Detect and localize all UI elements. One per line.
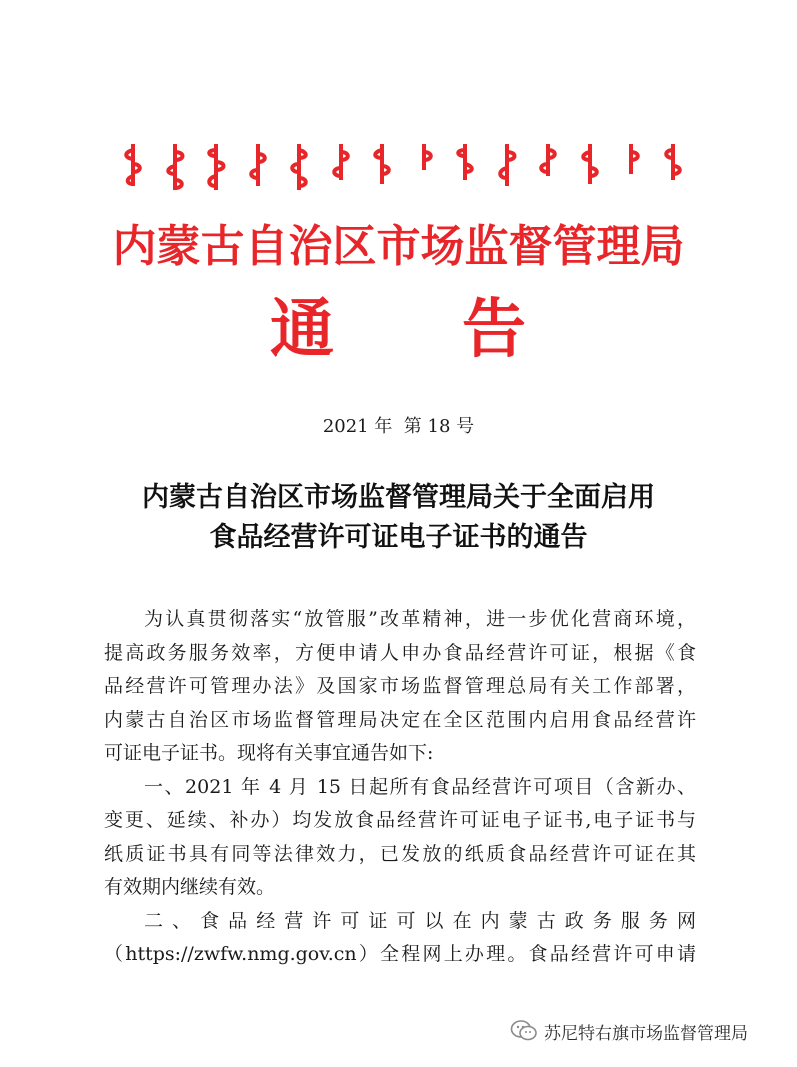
mongolian-word-2	[160, 142, 190, 192]
document-number: 2021 年 第 18 号	[322, 416, 475, 437]
body-line: 二、食品经营许可证可以在内蒙古政务服务网	[144, 909, 696, 932]
title-line-2: 食品经营许可证电子证书的通告	[209, 522, 588, 553]
mongolian-script-header	[118, 142, 688, 192]
mongolian-word-13	[616, 142, 646, 176]
mongolian-word-6	[326, 142, 356, 182]
mongolian-word-12	[575, 142, 605, 186]
wechat-icon	[510, 1019, 538, 1043]
notice-heading-char-2: 告	[462, 293, 526, 367]
body-line: 为认真贯彻落实“放管服”改革精神，进一步优化营商环境，	[144, 608, 696, 630]
mongolian-word-5	[284, 142, 314, 192]
notice-heading-char-1: 通	[270, 293, 334, 367]
watermark-text: 苏尼特右旗市场监督管理局	[544, 1023, 748, 1044]
mongolian-word-11	[533, 142, 563, 178]
mongolian-word-10	[492, 142, 522, 188]
title-line-1: 内蒙古自治区市场监督管理局关于全面启用	[142, 482, 655, 513]
mongolian-word-9	[450, 142, 480, 182]
mongolian-word-7	[367, 142, 397, 186]
mongolian-word-8	[409, 142, 439, 172]
mongolian-word-1	[118, 142, 148, 188]
body-line: 提高政务服务效率，方便申请人申办食品经营许可证，根据《食	[104, 641, 696, 664]
mongolian-word-3	[201, 142, 231, 192]
body-line: 品经营许可管理办法》及国家市场监督管理总局有关工作部署，	[104, 675, 696, 697]
document-title	[0, 478, 797, 558]
body-line: 一、2021 年 4 月 15 日起所有食品经营许可项目（含新办、	[144, 775, 696, 798]
issuer-header: 内蒙古自治区市场监督管理局	[112, 221, 685, 272]
mongolian-word-4	[243, 142, 273, 188]
body-line: 变更、延续、补办）均发放食品经营许可证电子证书,电子证书与	[104, 809, 696, 831]
body-line: 纸质证书具有同等法律效力，已发放的纸质食品经营许可证在其	[104, 842, 696, 865]
body-line: （https://zwfw.nmg.gov.cn）全程网上办理。食品经营许可申请	[104, 943, 696, 965]
wechat-account-watermark	[510, 1014, 748, 1048]
body-line: 内蒙古自治区市场监督管理局决定在全区范围内启用食品经营许	[104, 708, 696, 731]
body-line: 可证电子证书。现将有关事宜通告如下:	[104, 742, 434, 764]
body-line: 有效期内继续有效。	[104, 876, 276, 898]
document-body	[104, 603, 696, 972]
mongolian-word-14	[658, 142, 688, 182]
